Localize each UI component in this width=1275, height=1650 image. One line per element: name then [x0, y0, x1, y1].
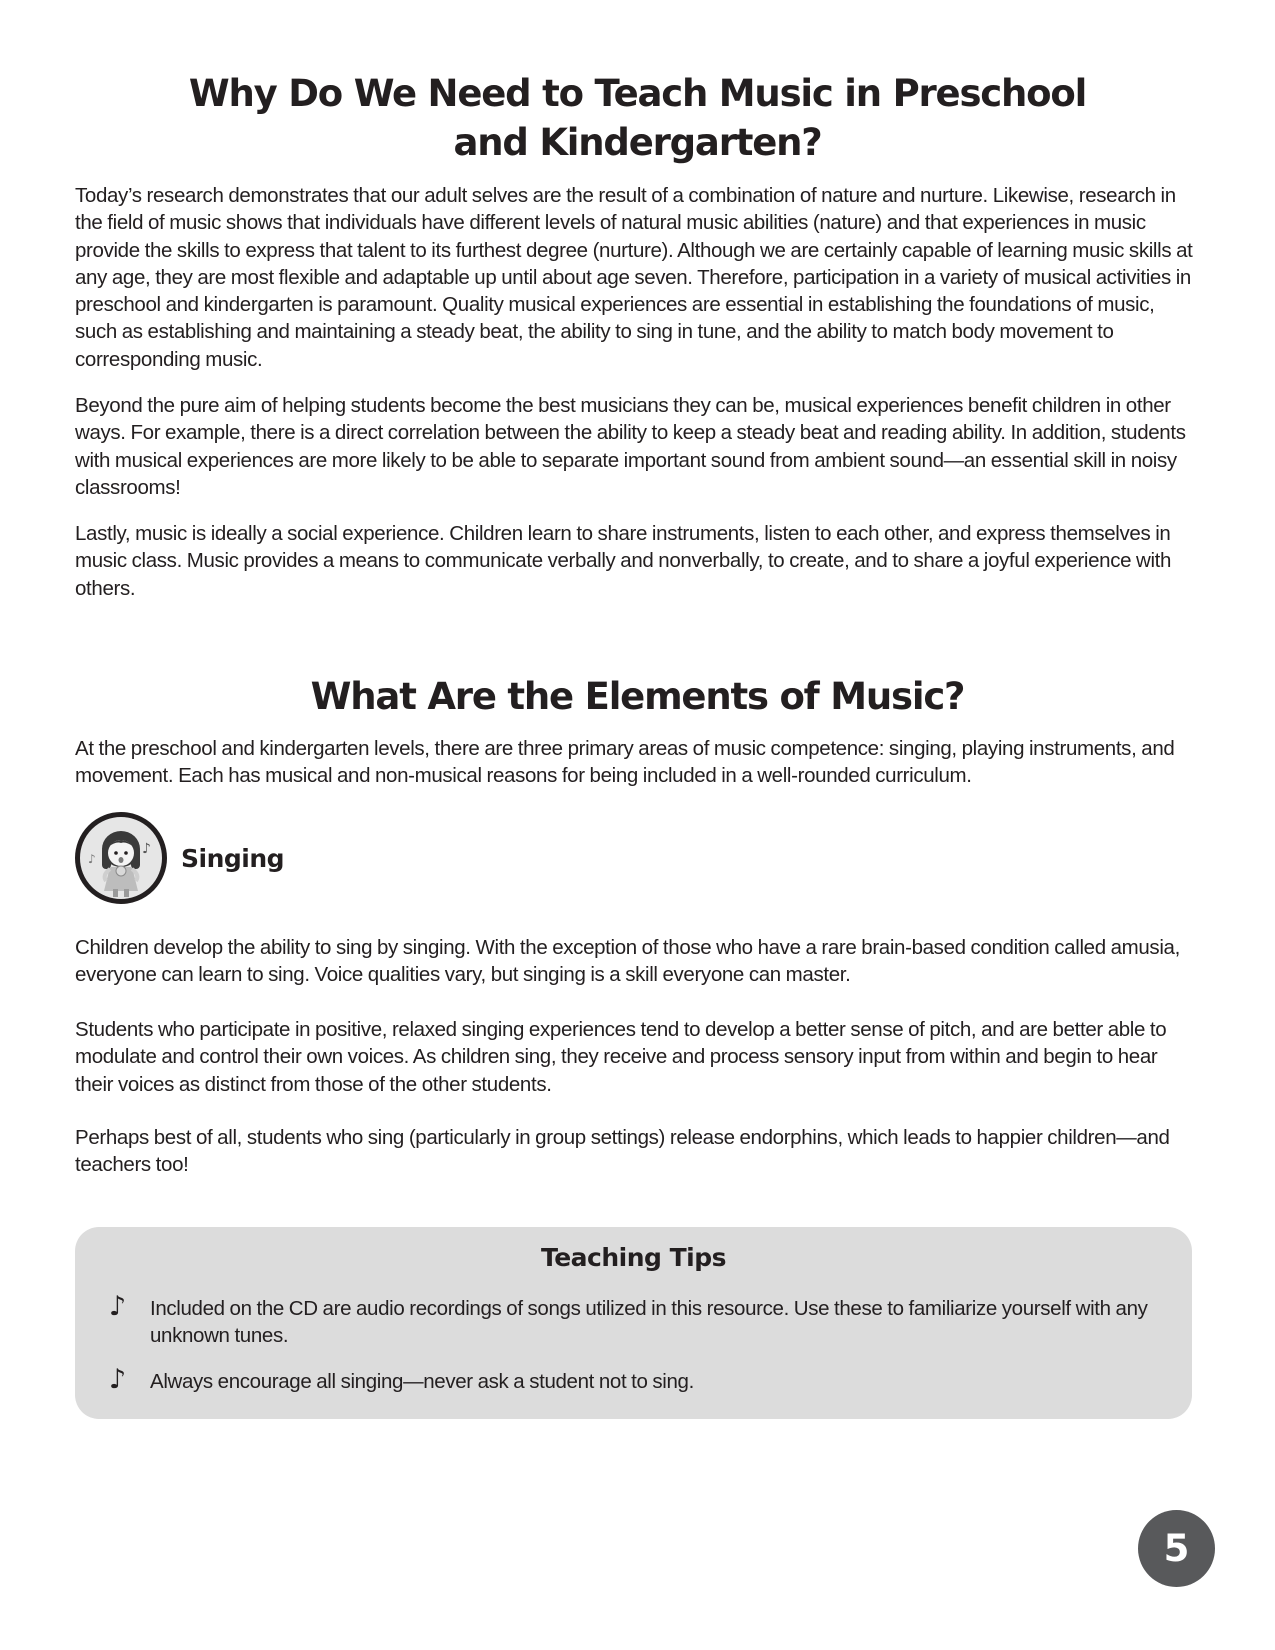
singing-girl-icon — [75, 812, 167, 904]
teaching-tips-box — [75, 1227, 1192, 1419]
teaching-tips-title: Teaching Tips — [540, 1243, 727, 1272]
section-title-line-1: Why Do We Need to Teach Music in Preschool — [188, 72, 1087, 115]
music-note-icon: ♪ — [109, 1364, 127, 1395]
teaching-tip-text: Included on the CD are audio recordings of songs utilized in this resource. Use these to familiarize yourself with any unknown tunes. — [150, 1297, 1148, 1348]
section-title-elements-of-music: What Are the Elements of Music? — [310, 675, 965, 718]
paragraph-singing-ability: Children develop the ability to sing by singing. With the exception of those who have a rare brain-based condition called amusia, everyone can learn to sing. Voice qualities vary, but singing is a skill everyone can master. — [75, 936, 1180, 987]
section-title-why-teach-music — [75, 69, 1200, 167]
section-title-line-2: and Kindergarten? — [453, 121, 822, 164]
teaching-tip-text: Always encourage all singing—never ask a student not to sing. — [150, 1370, 694, 1393]
paragraph-singing-pitch: Students who participate in positive, relaxed singing experiences tend to develop a better sense of pitch, and are better able to modulate and control their own voices. As children sing, they receive and process sensory input from within and begin to hear their voices as distinct from those of the other students. — [75, 1018, 1167, 1096]
paragraph-benefits: Beyond the pure aim of helping students become the best musicians they can be, musical experiences benefit children in other ways. For example, there is a direct correlation between the ability to keep a steady beat and reading ability. In addition, students with musical experiences are more likely to be able to separate important sound from ambient sound—an essential skill in noisy classrooms! — [75, 394, 1186, 499]
page-number-badge: 5 — [1138, 1510, 1215, 1587]
singing-heading-row — [75, 808, 284, 908]
svg-text:♪: ♪ — [88, 852, 96, 866]
singing-heading: Singing — [181, 843, 285, 873]
paragraph-research: Today’s research demonstrates that our adult selves are the result of a combination of nature and nurture. Likewise, research in the field of music shows that individuals have different levels of natural music abilities (nature) and that experiences in music provide the skills to express that talent to its furthest degree (nurture). Although we are certainly capable of learning music skills at any age, they are most flexible and adaptable up until about age seven. Therefore, participation in a variety of musical activities in preschool and kindergarten is paramount. Quality musical experiences are essential in establishing the foundations of music, such as establishing and maintaining a steady beat, the ability to sing in tune, and the ability to match body movement to corresponding music. — [75, 184, 1193, 371]
paragraph-singing-endorphins: Perhaps best of all, students who sing (particularly in group settings) release endorphins, which leads to happier children—and teachers too! — [75, 1126, 1170, 1177]
music-note-icon: ♪ — [109, 1291, 127, 1322]
paragraph-social: Lastly, music is ideally a social experience. Children learn to share instruments, listen to each other, and express themselves in music class. Music provides a means to communicate verbally and nonverbally, to create, and to share a joyful experience with others. — [75, 522, 1172, 600]
paragraph-elements-intro: At the preschool and kindergarten levels, there are three primary areas of music competence: singing, playing instruments, and movement. Each has musical and non-musical reasons for being included in a well-rounded curriculum. — [75, 737, 1175, 788]
svg-text:♪: ♪ — [142, 841, 151, 857]
